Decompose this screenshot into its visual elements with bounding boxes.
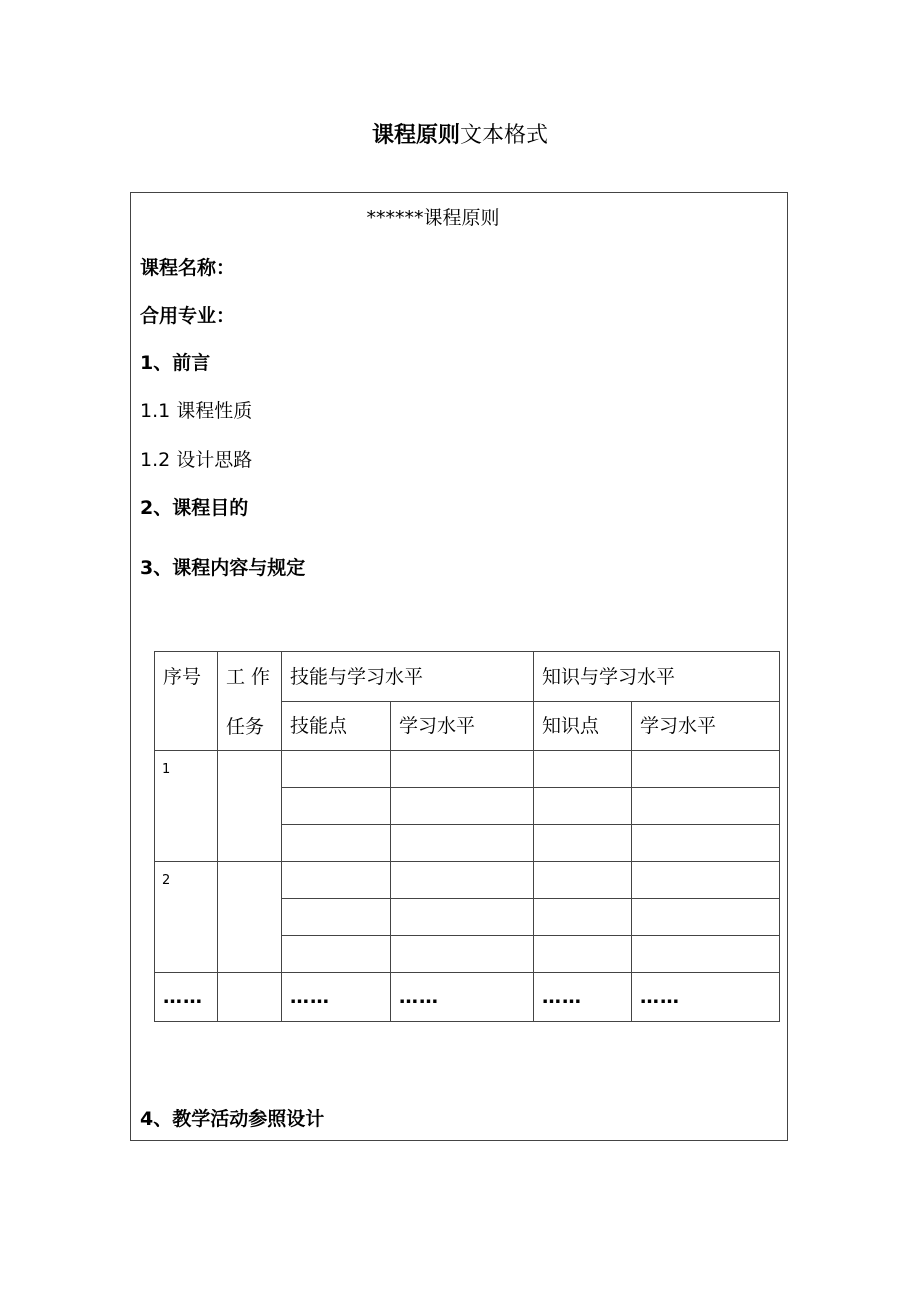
table-cell bbox=[391, 862, 534, 899]
table-cell bbox=[534, 825, 632, 862]
header-skill-level: 学习水平 bbox=[391, 702, 534, 751]
table-cell bbox=[282, 862, 391, 899]
table-cell bbox=[534, 899, 632, 936]
table-cell bbox=[534, 862, 632, 899]
header-knowledge-level: 学习水平 bbox=[632, 702, 780, 751]
header-task-line2: 任务 bbox=[226, 716, 265, 738]
header-knowledge-point: 知识点 bbox=[534, 702, 632, 751]
header-seq: 序号 bbox=[155, 652, 218, 751]
table-cell bbox=[632, 899, 780, 936]
table-cell bbox=[282, 825, 391, 862]
page-title-bold: 课程原则 bbox=[371, 123, 460, 148]
table-cell bbox=[534, 936, 632, 973]
table-cell bbox=[282, 899, 391, 936]
page-title-rest: 文本格式 bbox=[460, 123, 549, 148]
table-cell bbox=[282, 788, 391, 825]
table-cell bbox=[632, 936, 780, 973]
table-cell bbox=[632, 862, 780, 899]
table-cell bbox=[534, 788, 632, 825]
course-name-label: 课程名称： bbox=[140, 257, 236, 279]
table-cell bbox=[632, 751, 780, 788]
ellipsis-cell: …… bbox=[155, 973, 218, 1022]
ellipsis-cell: …… bbox=[534, 973, 632, 1022]
section-4-heading: 4、教学活动参照设计 bbox=[140, 1108, 325, 1130]
table-cell bbox=[391, 825, 534, 862]
ellipsis-cell: …… bbox=[391, 973, 534, 1022]
table-ellipsis-row bbox=[155, 973, 780, 1022]
header-task-line1: 工 作 bbox=[226, 666, 271, 688]
content-table bbox=[154, 651, 780, 1022]
table-row bbox=[155, 862, 780, 899]
table-header-row bbox=[155, 652, 780, 702]
page-title bbox=[0, 120, 920, 152]
row-number-1: 1 bbox=[155, 751, 218, 862]
ellipsis-cell: …… bbox=[632, 973, 780, 1022]
header-skill-point: 技能点 bbox=[282, 702, 391, 751]
task-cell bbox=[218, 751, 282, 862]
table-cell bbox=[391, 936, 534, 973]
table-cell bbox=[218, 973, 282, 1022]
table-cell bbox=[282, 751, 391, 788]
box-title: ******课程原则 bbox=[366, 207, 500, 229]
standard-frame bbox=[130, 192, 788, 1141]
task-cell bbox=[218, 862, 282, 973]
header-skill-group: 技能与学习水平 bbox=[282, 652, 534, 702]
table-cell bbox=[391, 751, 534, 788]
ellipsis-cell: …… bbox=[282, 973, 391, 1022]
header-knowledge-group: 知识与学习水平 bbox=[534, 652, 780, 702]
section-1-heading: 1、前言 bbox=[140, 352, 211, 374]
table-cell bbox=[534, 751, 632, 788]
section-1-1-heading: 1.1 课程性质 bbox=[140, 400, 253, 422]
table-cell bbox=[391, 899, 534, 936]
table-cell bbox=[632, 825, 780, 862]
table-cell bbox=[391, 788, 534, 825]
major-label: 合用专业： bbox=[140, 305, 236, 327]
section-3-heading: 3、课程内容与规定 bbox=[140, 557, 306, 579]
section-2-heading: 2、课程目的 bbox=[140, 497, 249, 519]
header-task bbox=[218, 652, 282, 751]
table-cell bbox=[632, 788, 780, 825]
table-cell bbox=[282, 936, 391, 973]
table-row bbox=[155, 751, 780, 788]
section-1-2-heading: 1.2 设计思路 bbox=[140, 449, 253, 471]
row-number-2: 2 bbox=[155, 862, 218, 973]
